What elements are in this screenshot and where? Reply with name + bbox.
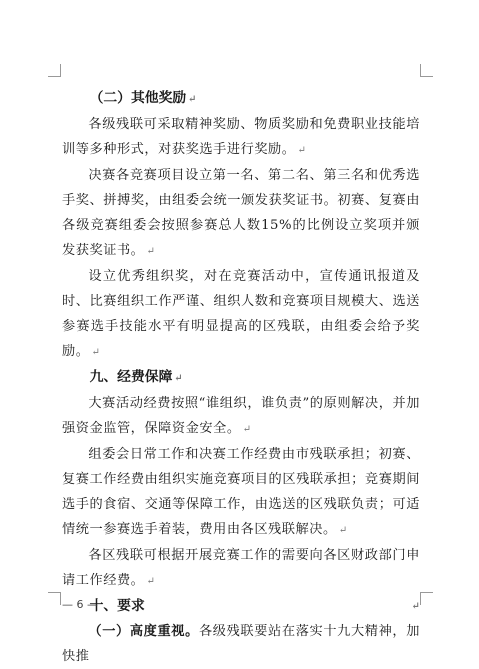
crop-mark-top-left xyxy=(48,64,61,77)
page-number: — 6 — xyxy=(62,598,98,611)
paragraph-mark-icon: ↵ xyxy=(297,145,307,156)
paragraph-mark-icon: ↵ xyxy=(242,424,252,435)
crop-mark-bottom-left xyxy=(48,592,61,605)
paragraph-mark-icon: ↵ xyxy=(146,576,156,587)
paragraph-mark-icon: ↵ xyxy=(174,373,183,384)
paragraph-funding-principle: 大赛活动经费按照“谁组织，谁负责”的原则解决，并加强资金监管，保障资金安全。 ↵ xyxy=(62,396,420,436)
paragraph-mark-icon: ↵ xyxy=(338,525,348,536)
paragraph-high-priority: （一）高度重视。各级残联要站在落实十九大精神，加快推 xyxy=(62,624,420,664)
crop-mark-top-right xyxy=(420,64,433,77)
paragraph-mark-icon: ↵ xyxy=(146,246,156,257)
paragraph-award-forms: 各级残联可采取精神奖励、物质奖励和免费职业技能培训等多种形式，对获奖选手进行奖励。 ↵ xyxy=(62,117,420,157)
paragraph-organization-award: 设立优秀组织奖，对在竞赛活动中，宣传通讯报道及时、比赛组织工作严谨、组织人数和竞赛项目规模大、选送参赛选手技能水平有明显提高的区残联，由组委会给予奖励。 ↵ xyxy=(62,269,420,359)
document-body xyxy=(62,86,420,669)
heading-other-awards: （二）其他奖励 ↵ xyxy=(89,90,197,106)
paragraph-funding-application: 各区残联可根据开展竞赛工作的需要向各区财政部门申请工作经费。 ↵ xyxy=(62,548,420,588)
paragraph-mark-icon: ↵ xyxy=(91,347,101,358)
crop-mark-bottom-right xyxy=(420,592,433,605)
paragraph-mark-icon: ↵ xyxy=(411,601,420,612)
paragraph-final-awards: 决赛各竞赛项目设立第一名、第二名、第三名和优秀选手奖、拼搏奖，由组委会统一颁发获奖证书。初赛、复赛由各级竞赛组委会按照参赛总人数15%的比例设立奖项并颁发获奖证书。 ↵ xyxy=(62,168,420,258)
lead-high-priority: （一）高度重视。 xyxy=(88,624,199,639)
paragraph-funding-responsibility: 组委会日常工作和决赛工作经费由市残联承担；初赛、复赛工作经费由组织实施竞赛项目的区残联承担；竞赛期间选手的食宿、交通等保障工作，由选送的区残联负责；可适情统一参赛选手着装，费用由各区残联解决。 ↵ xyxy=(62,447,420,537)
heading-funding: 九、经费保障 ↵ xyxy=(89,369,183,385)
paragraph-mark-icon: ↵ xyxy=(188,94,197,105)
heading-requirements: 十、要求 ↵ xyxy=(62,594,420,619)
